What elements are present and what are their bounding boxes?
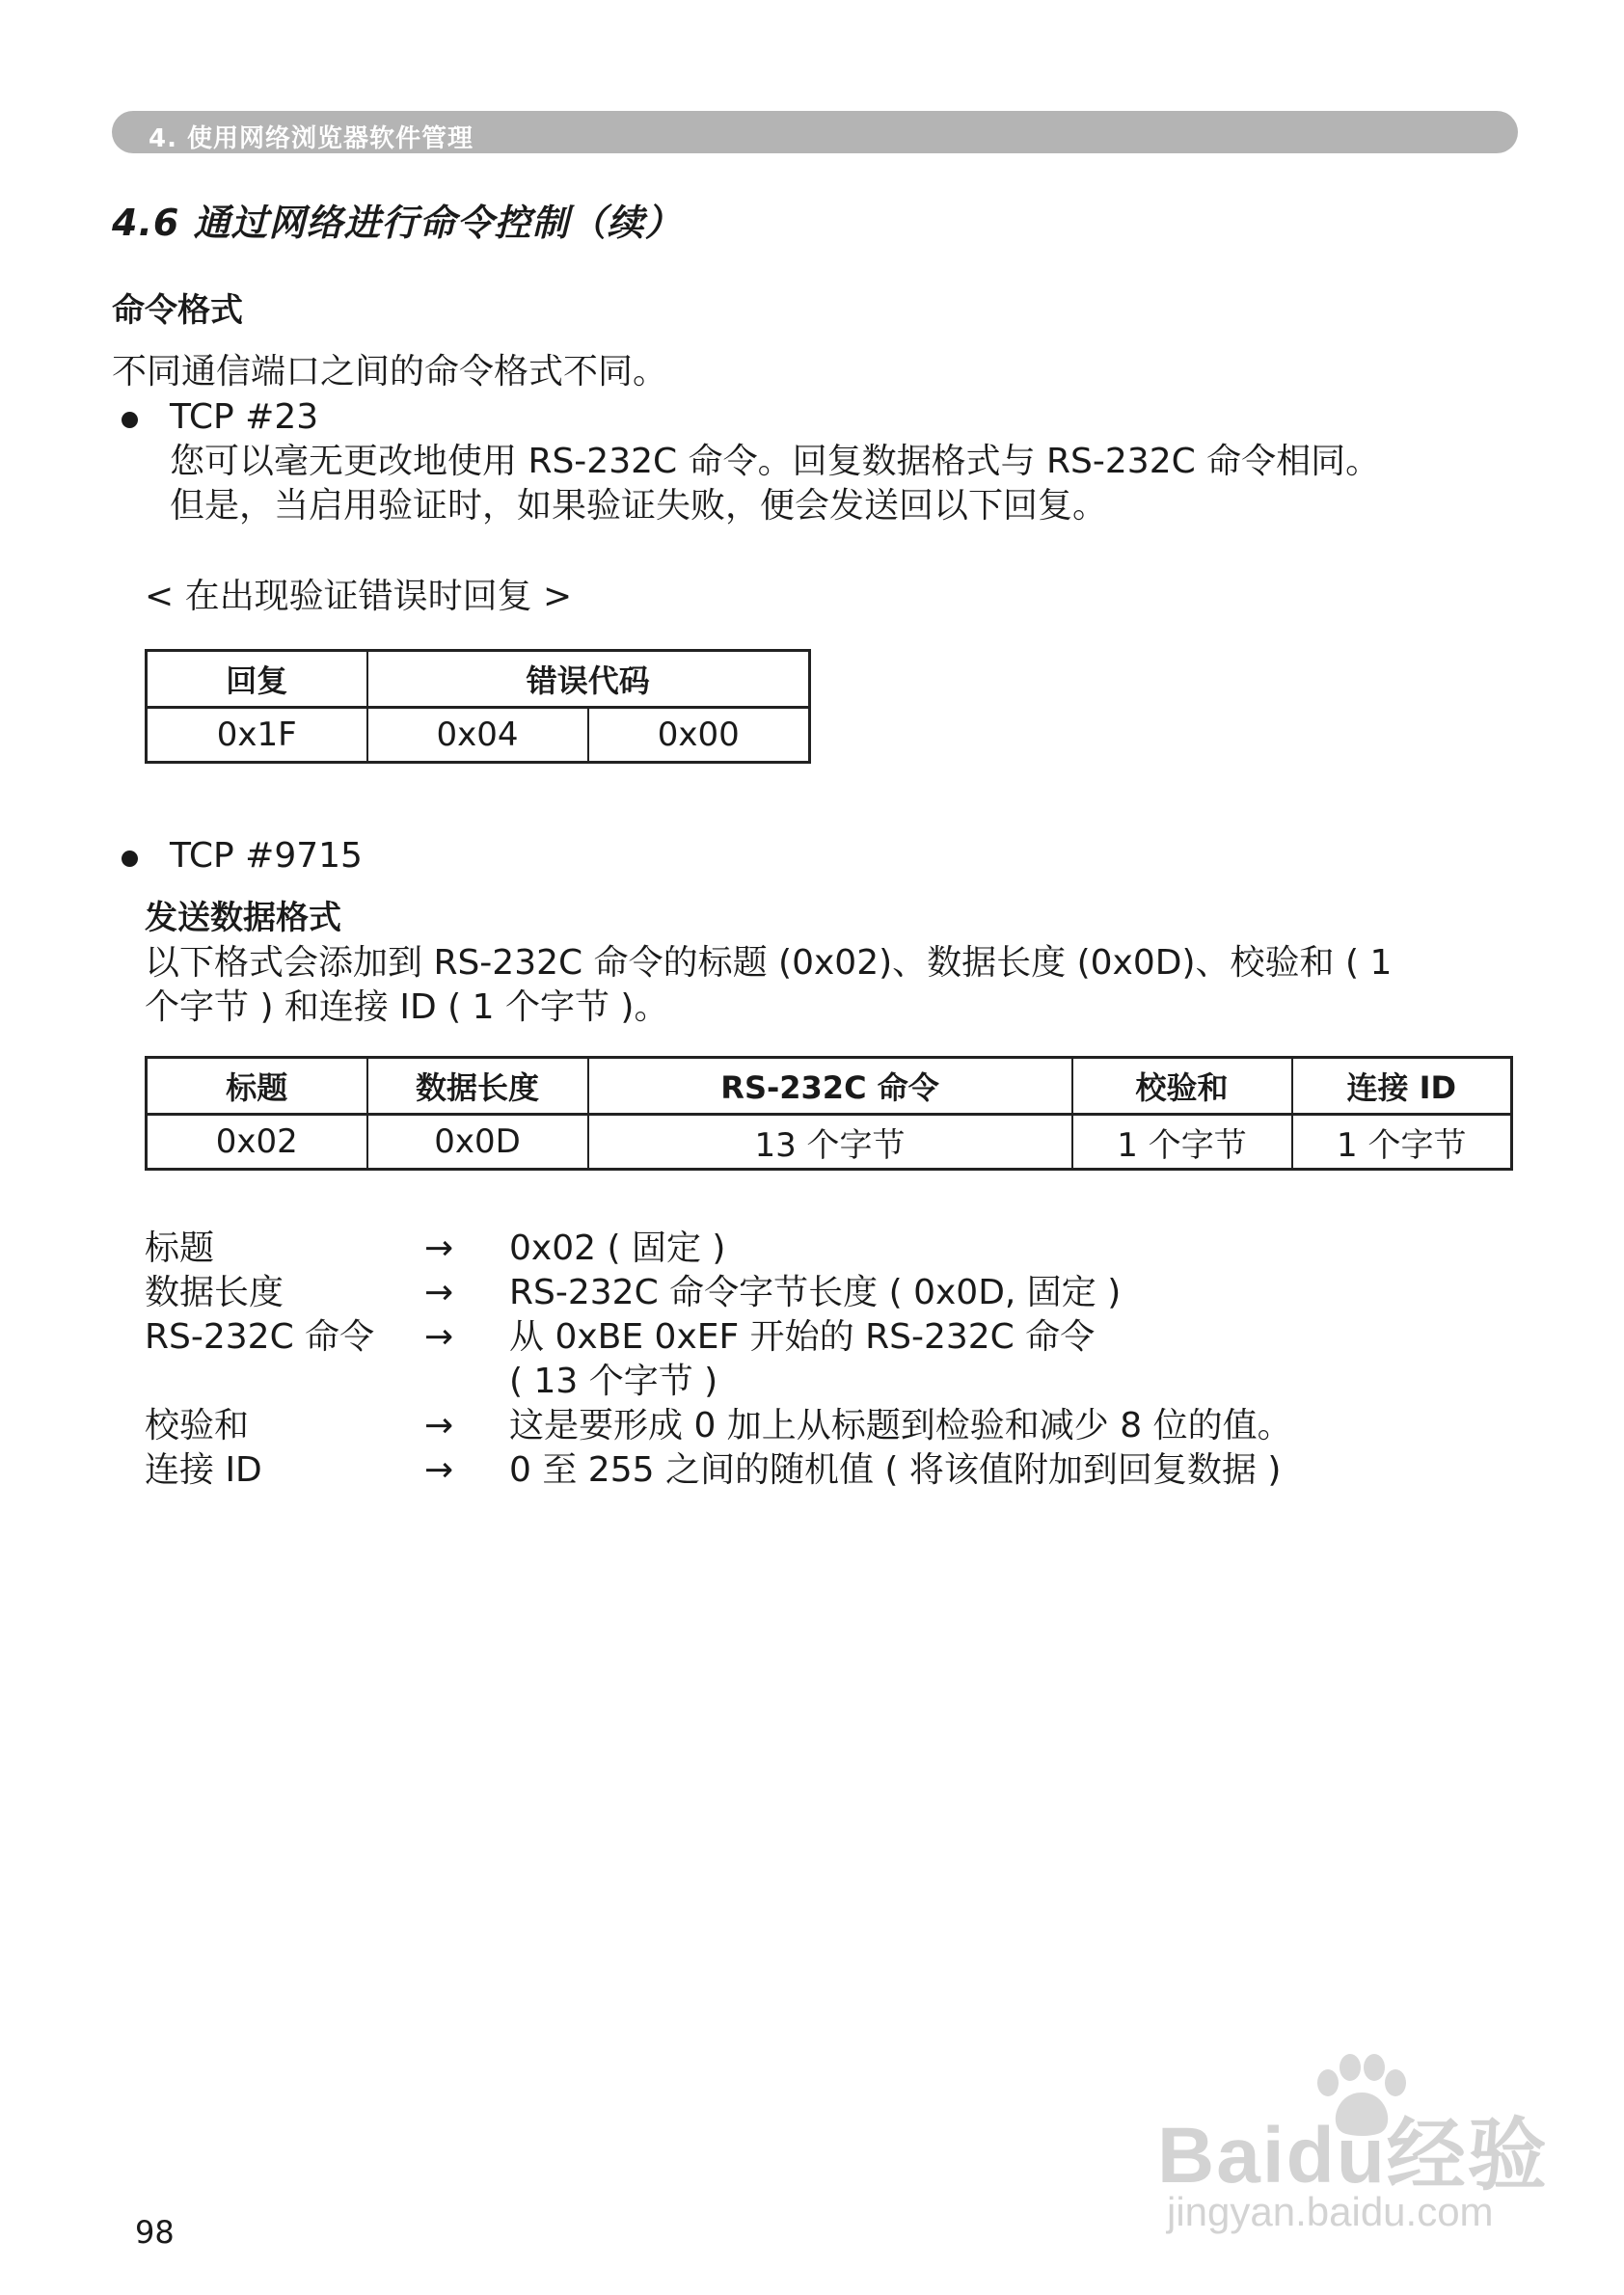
chapter-title: 4. 使用网络浏览器软件管理 bbox=[149, 124, 474, 153]
header-title: 标题 bbox=[147, 1058, 367, 1115]
header-checksum: 校验和 bbox=[1072, 1058, 1292, 1115]
tcp23-line1: 您可以毫无更改地使用 RS-232C 命令。回复数据格式与 RS-232C 命令相同。 bbox=[170, 442, 1381, 481]
definition-term: 数据长度 bbox=[145, 1273, 284, 1312]
send-format-desc-line2: 个字节 ) 和连接 ID ( 1 个字节 )。 bbox=[145, 987, 669, 1027]
chapter-header-bar bbox=[112, 111, 1518, 153]
definition-desc: RS-232C 命令字节长度 ( 0x0D, 固定 ) bbox=[509, 1273, 1122, 1312]
header-error-code: 错误代码 bbox=[367, 651, 810, 708]
bullet-icon bbox=[122, 412, 138, 428]
arrow-icon: → bbox=[424, 1450, 454, 1490]
definition-desc: 从 0xBE 0xEF 开始的 RS-232C 命令 bbox=[509, 1317, 1096, 1357]
definition-desc: ( 13 个字节 ) bbox=[509, 1362, 718, 1401]
header-connection-id: 连接 ID bbox=[1292, 1058, 1512, 1115]
arrow-icon: → bbox=[424, 1273, 454, 1312]
arrow-icon: → bbox=[424, 1317, 454, 1357]
cell-error-code-1: 0x04 bbox=[367, 708, 588, 763]
cell-rs232c-command: 13 个字节 bbox=[588, 1115, 1072, 1170]
send-format-desc-line1: 以下格式会添加到 RS-232C 命令的标题 (0x02)、数据长度 (0x0D)、校验和 ( 1 bbox=[145, 943, 1393, 983]
tcp23-line2: 但是，当启用验证时，如果验证失败，便会发送回以下回复。 bbox=[170, 486, 1108, 526]
send-format-heading: 发送数据格式 bbox=[145, 899, 341, 937]
arrow-icon: → bbox=[424, 1228, 454, 1268]
header-rs232c-command: RS-232C 命令 bbox=[588, 1058, 1072, 1115]
arrow-icon: → bbox=[424, 1406, 454, 1445]
tcp23-label: TCP #23 bbox=[170, 397, 319, 437]
error-reply-caption: < 在出现验证错误时回复 > bbox=[145, 577, 573, 616]
intro-text: 不同通信端口之间的命令格式不同。 bbox=[112, 352, 668, 392]
watermark-url: jingyan.baidu.com bbox=[1167, 2189, 1494, 2234]
baidu-watermark bbox=[1157, 2054, 1562, 2247]
definition-desc: 这是要形成 0 加上从标题到检验和减少 8 位的值。 bbox=[509, 1406, 1292, 1445]
table-row bbox=[147, 1115, 1512, 1170]
cell-connection-id: 1 个字节 bbox=[1292, 1115, 1512, 1170]
header-data-length: 数据长度 bbox=[367, 1058, 588, 1115]
watermark-logo-text: Baidu经验 bbox=[1157, 2112, 1549, 2200]
command-format-heading: 命令格式 bbox=[112, 291, 243, 330]
cell-reply: 0x1F bbox=[147, 708, 367, 763]
cell-error-code-2: 0x00 bbox=[588, 708, 810, 763]
definition-term: 连接 ID bbox=[145, 1450, 262, 1490]
definition-desc: 0x02 ( 固定 ) bbox=[509, 1228, 726, 1268]
definition-desc: 0 至 255 之间的随机值 ( 将该值附加到回复数据 ) bbox=[509, 1450, 1282, 1490]
page-number: 98 bbox=[135, 2214, 175, 2251]
cell-data-length: 0x0D bbox=[367, 1115, 588, 1170]
definition-term: 标题 bbox=[145, 1228, 215, 1268]
definition-term: RS-232C 命令 bbox=[145, 1317, 375, 1357]
cell-checksum: 1 个字节 bbox=[1072, 1115, 1292, 1170]
header-reply: 回复 bbox=[147, 651, 367, 708]
table-header-row bbox=[147, 1058, 1512, 1115]
table-header-row bbox=[147, 651, 810, 708]
bullet-icon bbox=[122, 850, 138, 867]
definition-term: 校验和 bbox=[145, 1406, 250, 1445]
send-format-table bbox=[145, 1056, 1513, 1171]
error-reply-table bbox=[145, 649, 811, 764]
table-row bbox=[147, 708, 810, 763]
cell-title: 0x02 bbox=[147, 1115, 367, 1170]
section-title: 4.6 通过网络进行命令控制（续） bbox=[112, 202, 683, 244]
tcp9715-label: TCP #9715 bbox=[170, 836, 363, 876]
